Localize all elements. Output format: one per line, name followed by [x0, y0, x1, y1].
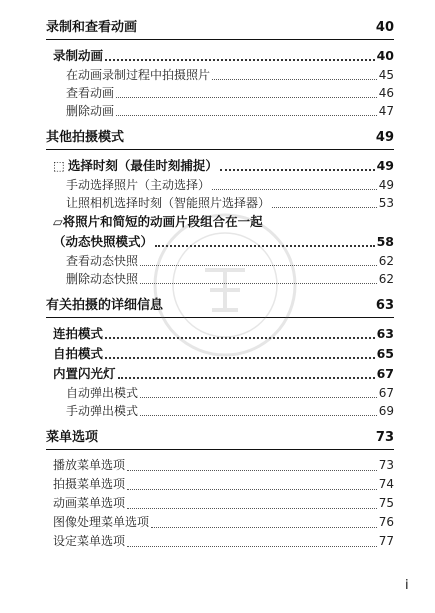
entry-label-wrap [53, 513, 149, 532]
toc-section [46, 296, 394, 420]
dot-leader [105, 59, 375, 61]
dot-leader [105, 357, 375, 359]
dot-leader [140, 283, 377, 284]
entry-label: 删除动态快照 [66, 272, 139, 286]
toc-entry[interactable] [66, 384, 394, 402]
entry-label: 查看动画 [66, 86, 115, 100]
entry-page-number: 73 [378, 458, 394, 472]
entry-label: 将照片和简短的动画片段组合在一起 [62, 214, 263, 229]
toc-entry[interactable] [66, 84, 394, 102]
toc-entry[interactable] [53, 232, 394, 252]
entry-page-number: 65 [376, 346, 394, 361]
toc-entry[interactable] [53, 494, 394, 513]
toc-entry-heading[interactable] [53, 212, 394, 232]
entry-label-wrap [53, 156, 218, 176]
entry-label-wrap [53, 344, 103, 364]
toc-entry[interactable] [66, 270, 394, 288]
toc-entry[interactable] [53, 456, 394, 475]
mode-icon: ▱ [53, 214, 63, 229]
dot-leader [155, 245, 375, 247]
toc-section [46, 18, 394, 120]
entry-label-wrap [66, 176, 210, 194]
entry-label-wrap [66, 384, 138, 402]
entry-page-number: 77 [378, 534, 394, 548]
entry-page-number: 53 [378, 196, 394, 210]
entry-label: 录制动画 [53, 48, 104, 63]
dot-leader [272, 207, 377, 208]
toc-entry[interactable] [53, 513, 394, 532]
dot-leader [116, 115, 377, 116]
section-title: 录制和查看动画 [46, 20, 138, 35]
entry-label-wrap [53, 324, 103, 344]
toc-entry[interactable] [53, 475, 394, 494]
entry-label: 手动弹出模式 [66, 404, 139, 418]
entry-page-number: 67 [376, 366, 394, 381]
entry-label-wrap [66, 270, 138, 288]
page-number: i [405, 578, 409, 593]
entry-label: 自动弹出模式 [66, 386, 139, 400]
toc-entry[interactable] [66, 176, 394, 194]
table-of-contents [46, 18, 394, 559]
toc-entry[interactable] [66, 402, 394, 420]
toc-section [46, 428, 394, 551]
entry-label-wrap [53, 232, 153, 252]
section-heading[interactable] [46, 128, 394, 150]
entry-label-wrap [53, 456, 125, 475]
dot-leader [127, 470, 377, 471]
entry-page-number: 76 [378, 515, 394, 529]
entry-label: 播放菜单选项 [53, 458, 126, 472]
section-title: 有关拍摄的详细信息 [46, 298, 164, 313]
entry-page-number: 62 [378, 272, 394, 286]
entry-page-number: 63 [376, 326, 394, 341]
dot-leader [151, 527, 377, 528]
entry-label-wrap [53, 494, 125, 513]
entry-label: 动画菜单选项 [53, 496, 126, 510]
dot-leader [116, 97, 377, 98]
entry-label: （动态快照模式） [53, 234, 154, 249]
dot-leader [127, 508, 377, 509]
toc-section [46, 128, 394, 288]
entry-label: 手动选择照片（主动选择） [66, 178, 211, 192]
entry-label-wrap [53, 364, 116, 384]
entry-page-number: 46 [378, 86, 394, 100]
dot-leader [212, 189, 377, 190]
toc-entry[interactable] [66, 194, 394, 212]
section-title: 其他拍摄模式 [46, 130, 125, 145]
toc-entry[interactable] [53, 156, 394, 176]
section-heading[interactable] [46, 428, 394, 450]
toc-entry[interactable] [53, 324, 394, 344]
entry-page-number: 49 [378, 178, 394, 192]
entry-page-number: 40 [376, 48, 394, 63]
entry-label: 连拍模式 [53, 326, 104, 341]
section-heading[interactable] [46, 18, 394, 40]
entry-page-number: 58 [376, 234, 394, 249]
entry-page-number: 47 [378, 104, 394, 118]
entry-page-number: 45 [378, 68, 394, 82]
toc-entry[interactable] [53, 364, 394, 384]
dot-leader [212, 79, 377, 80]
entry-label-wrap [66, 66, 210, 84]
toc-entry[interactable] [66, 66, 394, 84]
entry-page-number: 75 [378, 496, 394, 510]
dot-leader [105, 337, 375, 339]
entry-label-wrap [53, 532, 125, 551]
toc-entry[interactable] [53, 344, 394, 364]
entry-label: 设定菜单选项 [53, 534, 126, 548]
section-page-number: 49 [375, 130, 394, 145]
entry-page-number: 49 [376, 158, 394, 173]
section-title: 菜单选项 [46, 430, 99, 445]
entry-label: 图像处理菜单选项 [53, 515, 150, 529]
dot-leader [118, 377, 375, 379]
entry-label: 查看动态快照 [66, 254, 139, 268]
entry-page-number: 62 [378, 254, 394, 268]
entry-label-wrap [53, 46, 103, 66]
dot-leader [127, 489, 377, 490]
entry-label-wrap [53, 475, 125, 494]
entry-label: 让照相机选择时刻（智能照片选择器） [66, 196, 271, 210]
entry-label-wrap [66, 102, 114, 120]
entry-label-wrap [66, 252, 138, 270]
entry-page-number: 67 [378, 386, 394, 400]
dot-leader [140, 397, 377, 398]
entry-label: 删除动画 [66, 104, 115, 118]
entry-label: 内置闪光灯 [53, 366, 116, 381]
dot-leader [127, 546, 377, 547]
entry-page-number: 69 [378, 404, 394, 418]
dot-leader [140, 265, 377, 266]
section-page-number: 73 [375, 430, 394, 445]
entry-label: 拍摄菜单选项 [53, 477, 126, 491]
dot-leader [220, 169, 375, 171]
toc-entry[interactable] [66, 252, 394, 270]
toc-entry[interactable] [53, 532, 394, 551]
entry-label-wrap [66, 84, 114, 102]
entry-label-wrap [66, 402, 138, 420]
entry-label: 自拍模式 [53, 346, 104, 361]
entry-page-number: 74 [378, 477, 394, 491]
section-page-number: 63 [375, 298, 394, 313]
section-heading[interactable] [46, 296, 394, 318]
toc-entry[interactable] [53, 46, 394, 66]
entry-label-wrap [66, 194, 270, 212]
mode-icon: ⬚ [53, 158, 65, 173]
entry-label: 选择时刻（最佳时刻捕捉） [67, 158, 218, 173]
entry-label: 在动画录制过程中拍摄照片 [66, 68, 211, 82]
dot-leader [140, 415, 377, 416]
toc-entry[interactable] [66, 102, 394, 120]
section-page-number: 40 [375, 20, 394, 35]
